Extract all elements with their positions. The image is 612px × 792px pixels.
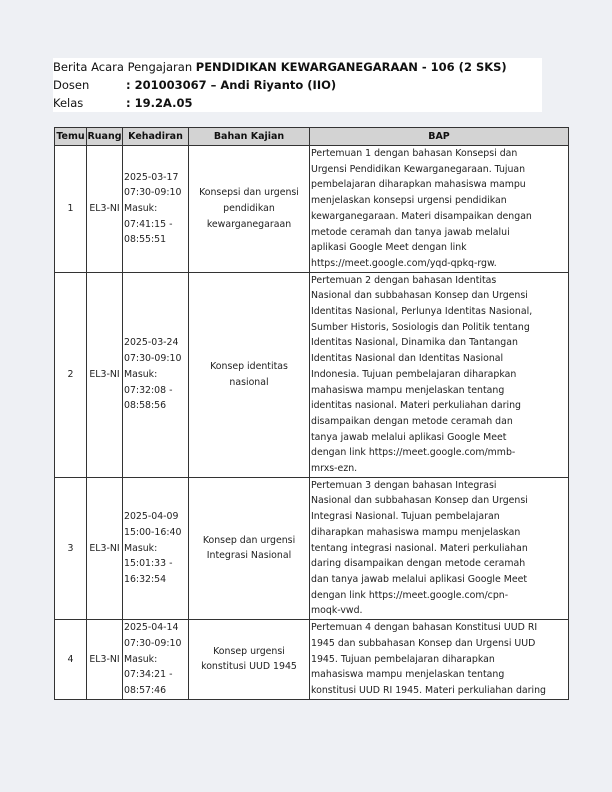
kehadiran-line: 07:41:15 -: [124, 218, 173, 230]
bap-line: 1945 dan subbahasan Konsep dan Urgensi UUD: [311, 637, 536, 649]
cell-bahan-kajian: Konsep urgensi konstitusi UUD 1945: [189, 620, 310, 700]
dosen-label: Dosen: [53, 78, 90, 92]
cell-bahan-kajian: Konsep dan urgensi Integrasi Nasional: [189, 477, 310, 619]
table-row: [55, 620, 569, 700]
kelas-value: : 19.2A.05: [126, 96, 193, 110]
bap-line: Pertemuan 1 dengan bahasan Konsepsi dan: [311, 148, 518, 159]
bap-line: Pertemuan 4 dengan bahasan Konstitusi UUD RI: [311, 622, 538, 634]
bap-line: tanya jawab melalui aplikasi Google Meet: [311, 431, 507, 443]
bap-line: Nasional dan subbahasan Konsep dan Urgensi: [311, 495, 528, 507]
bap-line: mahasiswa mampu menjelaskan tentang: [311, 384, 505, 396]
bap-line: Sumber Historis, Sosiologis dan Politik tentang: [311, 321, 530, 333]
kehadiran-line: 16:32:54: [124, 573, 167, 585]
kehadiran-line: 2025-04-14: [124, 622, 179, 634]
col-header-kehadiran: Kehadiran: [123, 128, 189, 146]
col-header-ruang: Ruang: [87, 128, 123, 146]
kehadiran-line: 07:34:21 -: [124, 669, 173, 681]
kehadiran-line: 07:32:08 -: [124, 384, 173, 396]
col-header-bap: BAP: [310, 128, 569, 146]
cell-ruang: EL3-NI: [87, 272, 123, 477]
bap-line: mrxs-ezn.: [311, 463, 358, 475]
kehadiran-line: Masuk:: [124, 653, 158, 665]
bap-line: identitas nasional. Materi perkuliahan daring: [311, 400, 521, 412]
kehadiran-line: 15:01:33 -: [124, 558, 173, 570]
kehadiran-line: 08:57:46: [124, 684, 167, 696]
bap-line: tentang integrasi nasional. Materi perkuliahan: [311, 542, 528, 554]
bap-line: metode ceramah dan tanya jawab melalui: [311, 226, 510, 238]
course-title: PENDIDIKAN KEWARGANEGARAAN - 106 (2 SKS): [195, 60, 507, 74]
header-prefix: Berita Acara Pengajaran: [53, 60, 196, 74]
col-header-bahan-kajian: Bahan Kajian: [189, 128, 310, 146]
bap-line: aplikasi Google Meet dengan link: [311, 242, 467, 254]
col-header-temu: Temu: [55, 128, 87, 146]
kehadiran-line: 2025-03-17: [124, 171, 179, 183]
kehadiran-line: 07:30-09:10: [124, 637, 182, 649]
kehadiran-line: 07:30-09:10: [124, 353, 182, 365]
bap-line: https://meet.google.com/yqd-qpkq-rgw.: [311, 257, 497, 269]
bap-line: Nasional dan subbahasan Konsep dan Urgensi: [311, 290, 528, 302]
kehadiran-line: Masuk:: [124, 202, 158, 214]
bap-line: Identitas Nasional, Perlunya Identitas Nasional,: [311, 306, 533, 318]
bap-line: dengan link https://meet.google.com/cpn-: [311, 589, 509, 601]
bap-table: [54, 127, 569, 700]
dosen-value: : 201003067 – Andi Riyanto (IIO): [126, 78, 337, 92]
kehadiran-line: 08:58:56: [124, 400, 167, 412]
cell-kehadiran: [123, 146, 189, 273]
cell-kehadiran: [123, 620, 189, 700]
table-header-row: [55, 128, 569, 146]
bap-line: disampaikan dengan metode ceramah dan: [311, 415, 513, 427]
cell-temu: 3: [55, 477, 87, 619]
kehadiran-line: Masuk:: [124, 542, 158, 554]
kehadiran-line: 2025-04-09: [124, 511, 179, 523]
cell-kehadiran: [123, 477, 189, 619]
bap-line: Integrasi Nasional. Tujuan pembelajaran: [311, 511, 500, 523]
cell-temu: 1: [55, 146, 87, 273]
bap-line: Pertemuan 3 dengan bahasan Integrasi: [311, 479, 497, 491]
bap-line: Identitas Nasional, Dinamika dan Tantangan: [311, 337, 518, 349]
table-row: [55, 146, 569, 273]
table-row: [55, 477, 569, 619]
kehadiran-line: 2025-03-24: [124, 337, 179, 349]
cell-bap: [310, 146, 569, 273]
cell-kehadiran: [123, 272, 189, 477]
bap-line: Indonesia. Tujuan pembelajaran diharapkan: [311, 368, 517, 380]
header-title-line: [53, 58, 542, 76]
cell-bahan-kajian: Konsep identitas nasional: [189, 272, 310, 477]
bap-line: kewarganegaraan. Materi disampaikan dengan: [311, 210, 532, 222]
cell-bap: [310, 620, 569, 700]
kehadiran-line: 15:00-16:40: [124, 526, 182, 538]
kehadiran-line: 08:55:51: [124, 234, 167, 246]
bap-line: menjelaskan konsepsi urgensi pendidikan: [311, 195, 507, 207]
kehadiran-line: Masuk:: [124, 368, 158, 380]
cell-bap: [310, 477, 569, 619]
bap-line: diharapkan mahasiswa mampu menjelaskan: [311, 526, 521, 538]
bap-line: Urgensi Pendidikan Kewarganegaraan. Tujuan: [311, 163, 526, 175]
bap-line: moqk-vwd.: [311, 605, 363, 617]
bap-line: konstitusi UUD RI 1945. Materi perkuliahan daring: [311, 684, 547, 696]
cell-ruang: EL3-NI: [87, 620, 123, 700]
kehadiran-line: 07:30-09:10: [124, 187, 182, 199]
bap-line: daring disampaikan dengan metode ceramah: [311, 558, 526, 570]
cell-temu: 2: [55, 272, 87, 477]
cell-bap: [310, 272, 569, 477]
table-row: [55, 272, 569, 477]
cell-bahan-kajian: Konsepsi dan urgensi pendidikan kewarganegaraan: [189, 146, 310, 273]
bap-line: 1945. Tujuan pembelajaran diharapkan: [311, 653, 495, 665]
bap-line: dengan link https://meet.google.com/mmb-: [311, 447, 516, 459]
document-header: [53, 58, 542, 112]
kelas-row: [53, 94, 542, 112]
dosen-row: [53, 76, 542, 94]
cell-ruang: EL3-NI: [87, 477, 123, 619]
bap-line: pembelajaran diharapkan mahasiswa mampu: [311, 179, 526, 191]
bap-line: Identitas Nasional dan Identitas Nasional: [311, 353, 504, 365]
bap-line: Pertemuan 2 dengan bahasan Identitas: [311, 274, 497, 286]
bap-line: mahasiswa mampu menjelaskan tentang: [311, 669, 505, 681]
bap-line: dan tanya jawab melalui aplikasi Google Meet: [311, 573, 528, 585]
kelas-label: Kelas: [53, 96, 84, 110]
cell-temu: 4: [55, 620, 87, 700]
cell-ruang: EL3-NI: [87, 146, 123, 273]
